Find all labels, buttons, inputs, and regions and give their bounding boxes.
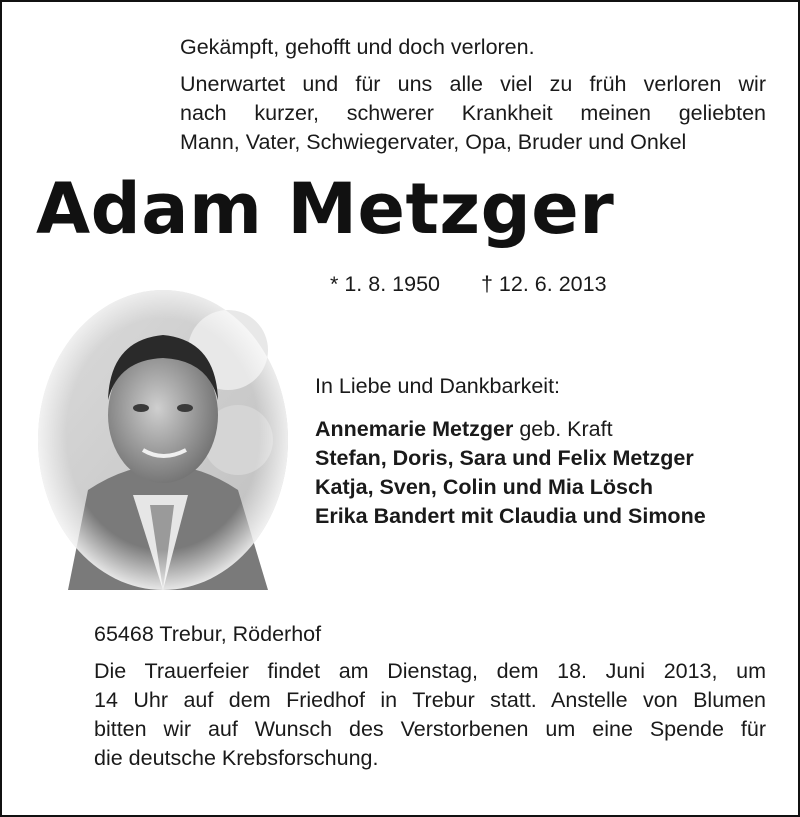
portrait-photo — [38, 290, 288, 590]
death-date: † 12. 6. 2013 — [481, 272, 607, 296]
funeral-line: bitten wir auf Wunsch des Verstorbenen um eine Spende für — [94, 717, 766, 741]
mourner-maiden-name: geb. Kraft — [513, 417, 613, 441]
funeral-line: 14 Uhr auf dem Friedhof in Trebur statt. Anstelle von Blumen — [94, 688, 766, 712]
funeral-line: die deutsche Krebsforschung. — [94, 746, 379, 770]
intro-line: Mann, Vater, Schwiegervater, Opa, Bruder und Onkel — [180, 130, 687, 154]
funeral-line: Die Trauerfeier findet am Dienstag, dem 18. Juni 2013, um — [94, 659, 766, 683]
gratitude-heading: In Liebe und Dankbarkeit: — [315, 374, 561, 398]
address: 65468 Trebur, Röderhof — [94, 622, 322, 646]
mourner-name: Annemarie Metzger — [315, 417, 514, 441]
intro-line: Unerwartet und für uns alle viel zu früh verloren wir — [180, 72, 766, 96]
mourner-line: Katja, Sven, Colin und Mia Lösch — [315, 475, 654, 499]
birth-date: * 1. 8. 1950 — [330, 272, 440, 296]
mourner-line: Erika Bandert mit Claudia und Simone — [315, 504, 706, 528]
intro-line: nach kurzer, schwerer Krankheit meinen geliebten — [180, 101, 766, 125]
motto: Gekämpft, gehofft und doch verloren. — [180, 35, 535, 59]
mourner-line — [315, 415, 613, 444]
mourner-line: Stefan, Doris, Sara und Felix Metzger — [315, 446, 694, 470]
deceased-name: Adam Metzger — [36, 168, 615, 250]
